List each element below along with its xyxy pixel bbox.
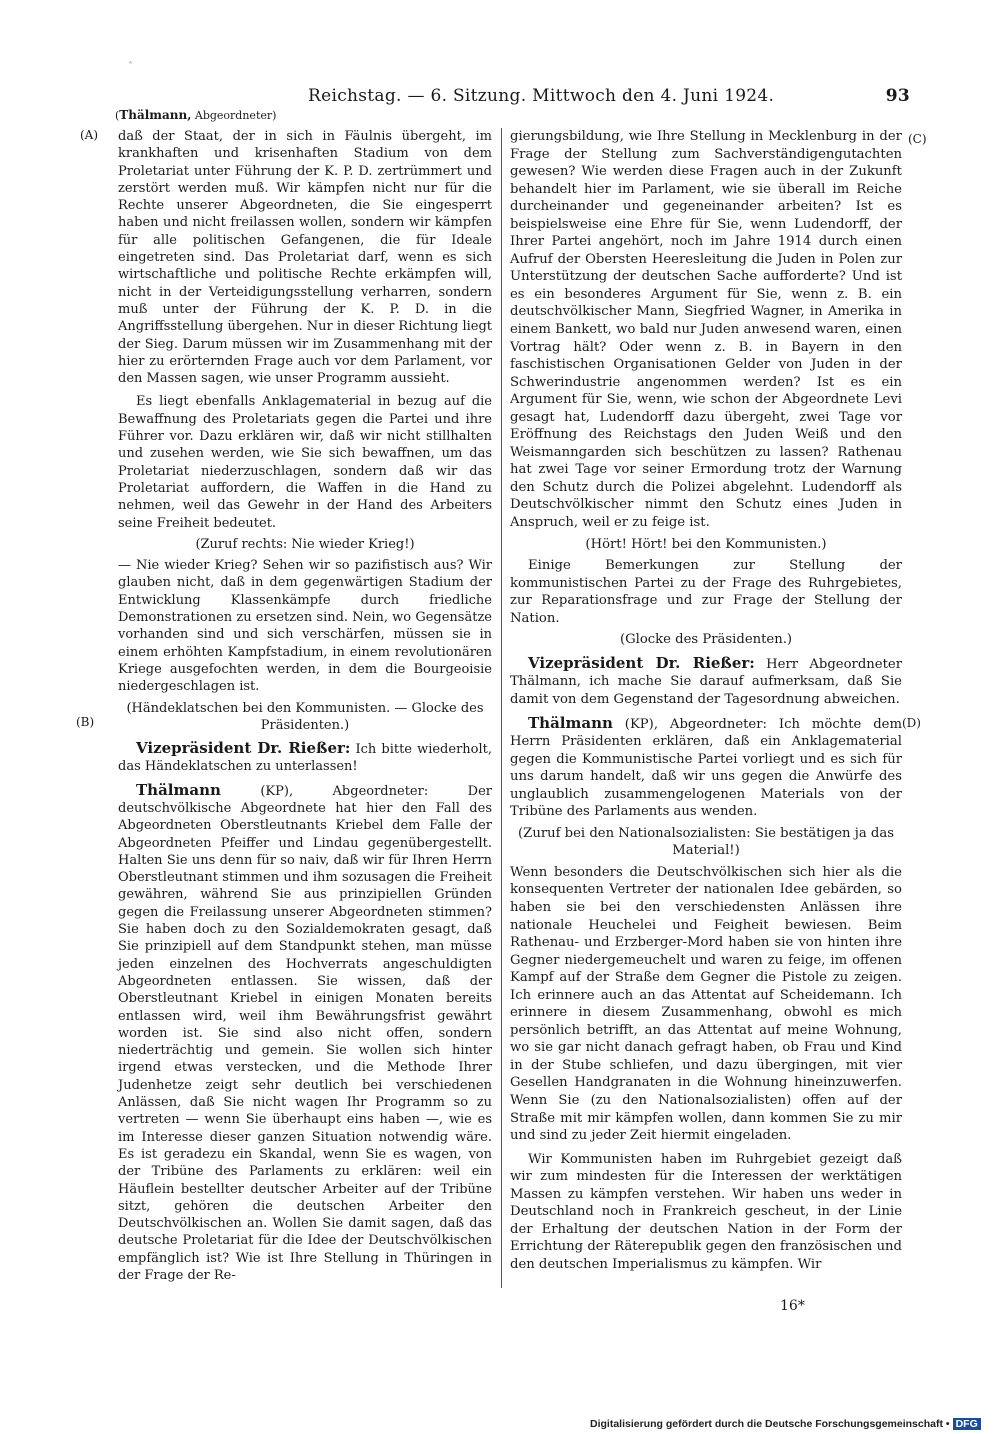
interjection: (Glocke des Präsidenten.) — [619, 632, 793, 648]
paragraph: — Nie wieder Krieg? Sehen wir so pazifistisch aus? Wir glauben nicht, daß in dem gegenwärtigen Stadium der Entwicklung Klassenkämpfe durch friedliche Demonstrationen zu ersetzen sind. Nein, wo Gegensätze vorhanden sind und sich verschärfen, müssen sie in einem erhöhten Kampfstadium, in einem revolutionären Kriege ausgefochten werden, in dem die Bourgeoisie niedergeschlagen ist. — [118, 558, 492, 695]
running-head: (Thälmann, Abgeordneter) — [115, 108, 277, 122]
right-column — [510, 128, 902, 1273]
footer-text: Digitalisierung gefördert durch die Deutsche Forschungsgemeinschaft • — [590, 1418, 950, 1430]
paragraph — [510, 655, 902, 709]
interjection: (Zuruf bei den Nationalsozialisten: Sie bestätigen ja das Material!) — [518, 825, 894, 859]
speech-text: Herr Abgeordneter Thälmann, ich mache Sie darauf aufmerksam, daß Sie damit von dem Gegenstand der Tagesordnung abweichen. — [510, 656, 903, 707]
footer-credit — [590, 1418, 981, 1430]
paragraph: gierungsbildung, wie Ihre Stellung in Mecklenburg in der Frage der Stellung zum Sachverständigengutachten gewesen? Wie werden diese Fragen auch in der Zukunft behandelt hier im Parlament, wie sie überall im Reiche durcheinander und gegeneinander arbeiten? Ist es beispielsweise eine Ehre für Sie, wenn Ludendorff, der Ihrer Partei angehört, noch im Jahre 1914 durch einen Aufruf der Obersten Heeresleitung die Juden in Polen zur Unterstützung der deutschen Sache aufforderte? Und ist es ein besonderes Argument für Sie, wenn z. B. ein deutschvölkischer Mann, Siegfried Wagner, in Amerika in einem Bankett, wo bald nur Juden anwesend waren, einen Vortrag hält? Oder wenn z. B. in Bayern in den faschistischen Organisationen Gelder von Juden in der Schwerindustrie angenommen werden? Ist es ein Argument für Sie, wenn, wie schon der Abgeordnete Levi gesagt hat, Ludendorff dazu übergeht, zwei Tage vor Eröffnung des Reichstags den Juden Weiß und den Weismanngarden sich beschützen zu lassen? Rathenau hat zwei Tage vor seiner Ermordung trotz der Warnung den Schutz durch die Polizei abgelehnt. Ludendorff als Deutschvölkischer nimmt den Schutz eines Juden in Anspruch, weil er zu feige ist. — [510, 129, 902, 531]
page-header — [300, 86, 910, 110]
paragraph — [118, 782, 492, 1285]
paragraph: Wir Kommunisten haben im Ruhrgebiet gezeigt daß wir zum mindesten für die Interessen der werktätigen Massen zu kämpfen verstehen. Wir haben uns weder in Deutschland noch in Frankreich gescheut, in der Linie der Erhaltung der deutschen Nation in der Form der Errichtung der Räterepublik gegen den französischen und den deutschen Imperialismus zu kämpfen. Wir — [510, 1151, 902, 1272]
speaker-name: Thälmann — [528, 713, 613, 732]
speech-text: Ich bitte wiederholt, das Händeklatschen zu unterlassen! — [118, 742, 492, 775]
page-number: 93 — [885, 86, 910, 106]
paragraph — [118, 740, 492, 776]
margin-marker-c: (C) — [908, 132, 927, 146]
dfg-logo: DFG — [953, 1418, 981, 1430]
paragraph: Einige Bemerkungen zur Stellung der kommunistischen Partei zu der Frage des Ruhrgebietes, zur Reparationsfrage und zur Frage der Stellung der Nation. — [510, 558, 902, 626]
speaker-name: Vizepräsident Dr. Rießer: — [136, 739, 351, 758]
column-divider — [501, 128, 502, 1288]
header-title: Reichstag. — 6. Sitzung. Mittwoch den 4. Juni 1924. — [308, 86, 775, 106]
signature-mark: 16* — [780, 1298, 805, 1314]
interjection: (Hört! Hört! bei den Kommunisten.) — [585, 536, 827, 552]
speaker-name: Thälmann — [136, 780, 221, 799]
interjection: (Händeklatschen bei den Kommunisten. — Glocke des Präsidenten.) — [126, 700, 484, 733]
interjection: (Zuruf rechts: Nie wieder Krieg!) — [195, 536, 415, 552]
running-head-role: Abgeordneter — [194, 109, 273, 122]
margin-marker-d: (D) — [902, 716, 921, 730]
speaker-name: Vizepräsident Dr. Rießer: — [528, 653, 755, 672]
paragraph — [510, 715, 902, 821]
paragraph: daß der Staat, der in sich in Fäulnis übergeht, im krankhaften und krisenhaften Stadium von dem Proletariat unter Führung der K. P. D. zertrümmert und zerstört werden muß. Wir kämpfen nicht nur für die Rechte unserer Abgeordneten, die Sie eingesperrt haben und nicht freilassen wollen, sondern wir kämpfen für alle politischen Gefangenen, die für Ideale eingetreten sind. Das Proletariat darf, wenn es sich wirtschaftliche und politische Rechte erkämpfen will, nicht in der Verteidigungsstellung verharren, sondern muß unter der Führung der K. P. D. in die Angriffsstellung übergehen. Nur in dieser Richtung liegt der Sieg. Darum müssen wir im Zusammenhang mit der hier zu erörternden Frage auch vor dem Parlament, vor den Massen sagen, wie unser Programm aussieht. — [118, 129, 493, 387]
speech-text: (KP), Abgeordneter: Ich möchte dem Herrn Präsidenten erklären, daß ein Anklagematerial gegen die Kommunistische Partei vorliegt und es sich für uns darum handelt, daß wir uns gegen die Anwürfe des unglaublich zusammengelogenen Materials von der Tribüne des Parlaments aus wenden. — [510, 716, 902, 820]
margin-marker-b: (B) — [76, 715, 95, 729]
paragraph: Es liegt ebenfalls Anklagematerial in bezug auf die Bewaffnung des Proletariats gegen die Partei und ihre Führer vor. Dazu erklären wir, daß wir nicht stillhalten und zusehen werden, wie Sie sich bewaffnen, um das Proletariat niederzuschlagen, sondern daß wir das Proletariat auffordern, die Waffen in die Hand zu nehmen, weil das Gewehr in der Hand des Arbeiters seine Freiheit bedeutet. — [118, 394, 492, 531]
speech-text: (KP), Abgeordneter: Der deutschvölkische Abgeordnete hat hier den Fall des Abgeordneten Oberstleutnants Kriebel dem Falle der Abgeordneten Pfeiffer und Lindau gegenübergestellt. Halten Sie uns denn für so naiv, daß wir für Ihren Herrn Oberstleutnant stimmen und ihm sozusagen die Freiheit gewähren, während Sie aus prinzipiellen Gründen gegen die Freilassung unserer Abgeordneten stimmen? Sie haben doch zu den Sozialdemokraten gesagt, daß Sie prinzipiell auf dem Standpunkt stehen, man müsse jeden einzelnen des Hochverrats angeschuldigten Abgeordneten entlassen. Sie wissen, daß der Oberstleutnant Kriebel in einigen Monaten bereits entlassen wird, weil ihm Bewährungsfrist gewährt worden ist. Sie sind also nicht offen, sondern niederträchtig und gemein. Sie wollen sich hinter irgend etwas verstecken, und die Methode Ihrer Judenhetze zeigt sehr deutlich bei verschiedenen Anlässen, daß Sie nicht wagen Ihr Programm so zu vertreten — wenn Sie überhaupt eins haben —, wie es im Interesse dieser ganzen Situation notwendig wäre. Es ist geradezu ein Skandal, wenn Sie es wagen, von der Tribüne des Parlaments zu erklären: weil ein Häuflein bestellter deutscher Arbeiter auf der Tribüne sitzt, gehören die deutschen Arbeiter den Deutschvölkischen an. Wollen Sie damit sagen, daß das deutsche Proletariat für die Idee der Deutschvölkischen empfänglich ist? Wie ist Ihre Stellung in Thüringen in der Frage der Re- — [118, 783, 492, 1283]
paragraph: Wenn besonders die Deutschvölkischen sich hier als die konsequenten Vertreter der nationalen Idee gebärden, so haben sie bei den verschiedensten Anlässen ihre nationale Heuchelei und Feigheit bewiesen. Beim Rathenau- und Erzberger-Mord haben sie von hinten ihre Gegner niedergemeuchelt und waren zu feige, im offenen Kampf auf der Straße dem Gegner die Pistole zu zeigen. Ich erinnere auch an das Attentat auf Scheidemann. Ich erinnere in diesem Zusammenhang, obwohl es mich persönlich betrifft, an das Attentat auf meine Wohnung, wo sie gar nicht danach gefragt haben, ob Frau und Kind in der Stube schliefen, und dazu übergingen, mit vier Gesellen Handgranaten in die Wohnung hineinzuwerfen. Wenn Sie (zu den Nationalsozialisten) offen auf der Straße mit mir kämpfen wollen, dann kommen Sie zu mir und sind zu jeder Zeit hiermit eingeladen. — [510, 864, 902, 1144]
margin-marker-a: (A) — [80, 128, 99, 142]
left-column — [118, 128, 492, 1284]
margin-tick: ˆ — [128, 62, 133, 73]
running-head-speaker: Thälmann, — [119, 108, 192, 122]
